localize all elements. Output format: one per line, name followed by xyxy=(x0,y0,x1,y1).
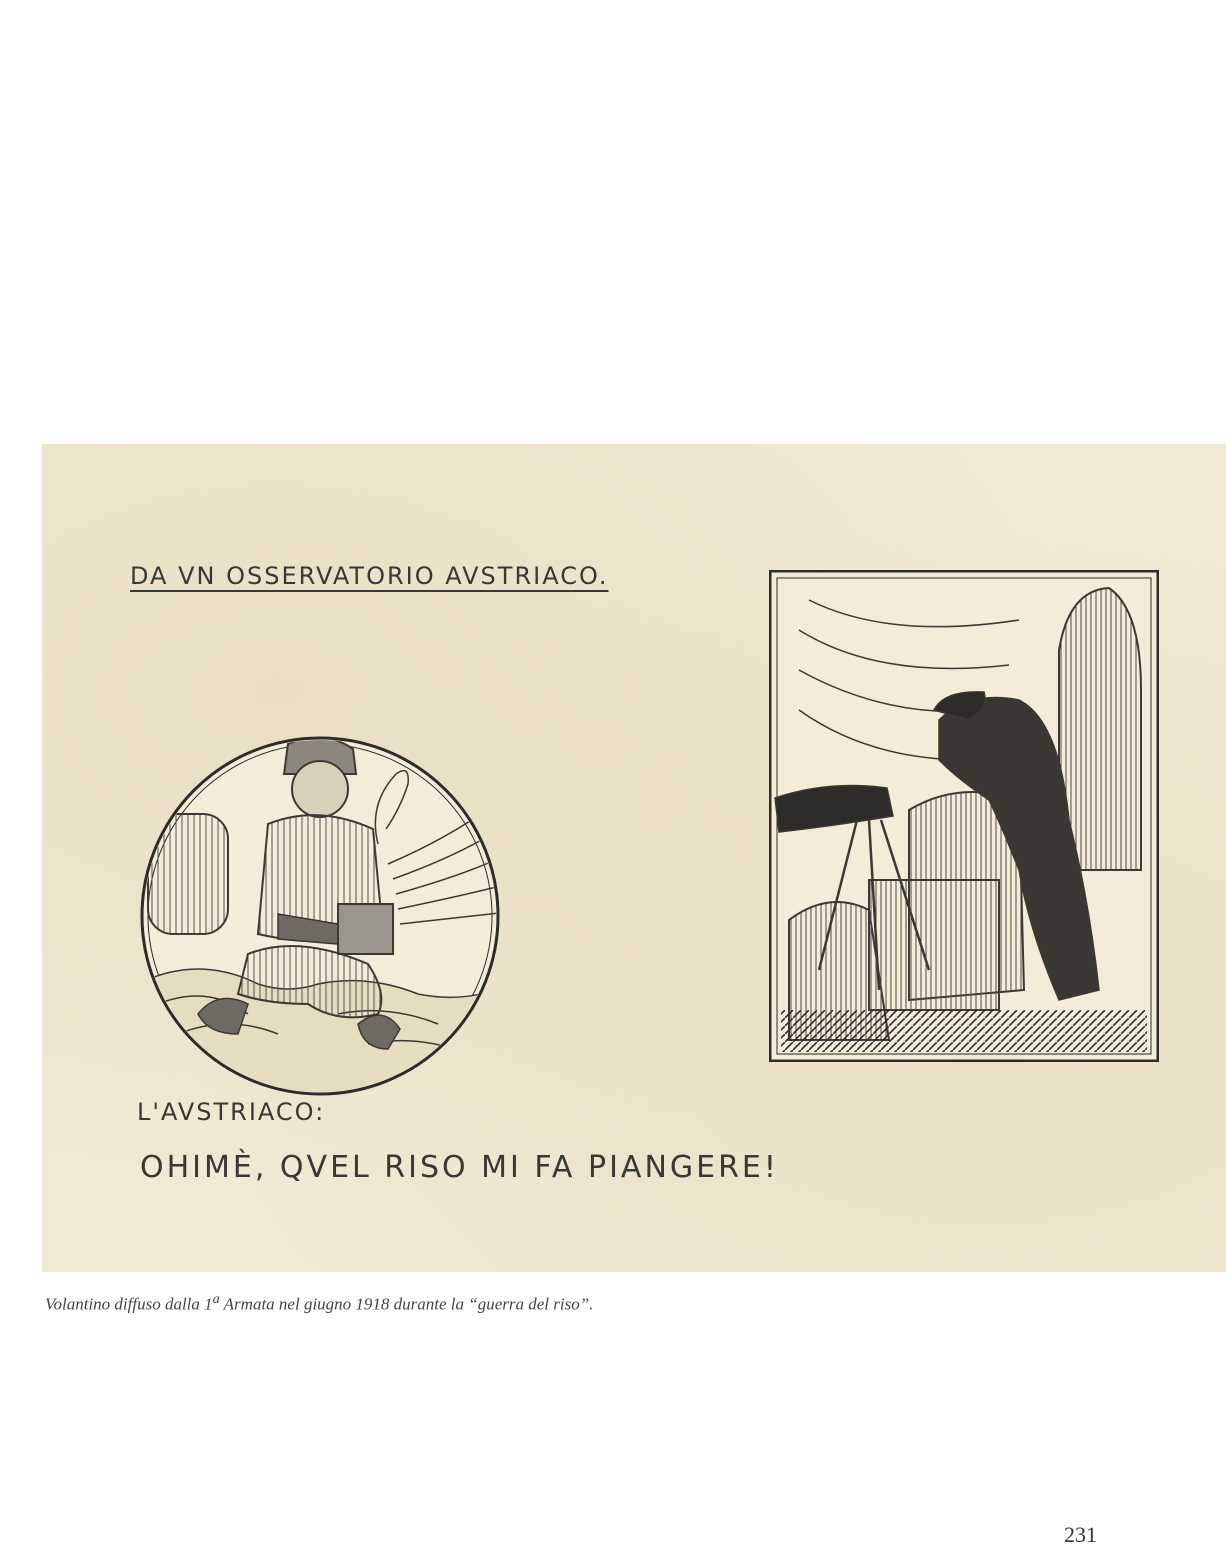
caption-superscript: a xyxy=(212,1291,220,1307)
page-number: 231 xyxy=(1064,1522,1097,1547)
caption-suffix: Armata nel giugno 1918 durante la “guerra del riso”. xyxy=(219,1294,594,1314)
caption-prefix: Volantino diffuso dalla 1 xyxy=(45,1294,213,1314)
panel-observer-illustration xyxy=(769,570,1159,1062)
leaflet-quote: OHIMÈ, QVEL RISO MI FA PIANGERE! xyxy=(140,1150,779,1185)
speaker-label: L'AVSTRIACO: xyxy=(137,1098,326,1126)
leaflet-title: DA VN OSSERVATORIO AVSTRIACO. xyxy=(130,562,609,590)
medallion-soldier-illustration xyxy=(138,734,502,1098)
leaflet-scan xyxy=(42,444,1226,1272)
figure-caption xyxy=(45,1291,593,1315)
